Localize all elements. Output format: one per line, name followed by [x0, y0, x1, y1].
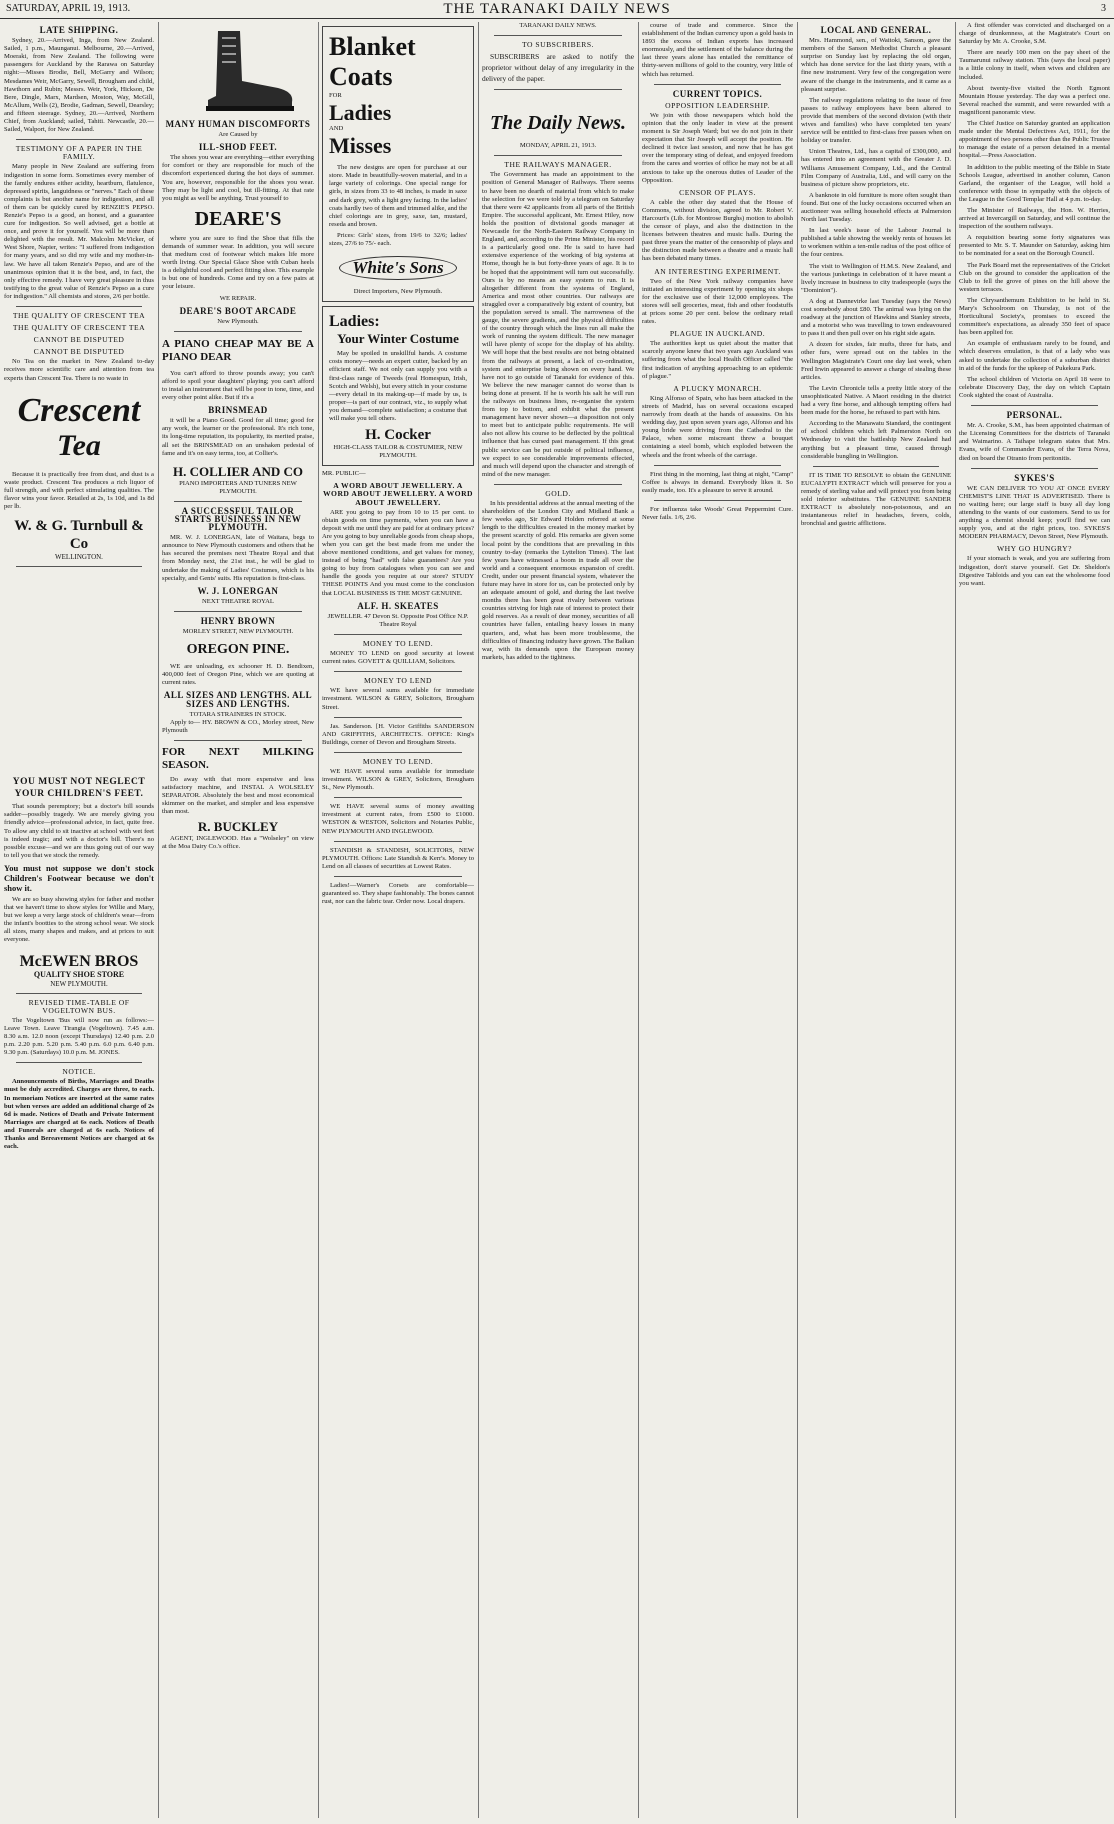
column-rule [158, 22, 159, 1818]
skeates-sub: JEWELLER. 47 Devon St. Opposite Post Office N.P. Theatre Royal [327, 612, 469, 628]
subscribers-heading: TO SUBSCRIBERS. [522, 40, 594, 50]
sykes-heading: SYKES'S [1014, 472, 1055, 483]
blanket-coats-prices: Prices: Girls' sizes, from 19/6 to 32/6; ladies' sizes, 27/6 to 75/- each. [329, 231, 467, 248]
railways-heading: THE RAILWAYS MANAGER. [504, 160, 612, 170]
buckley-text: AGENT, INGLEWOOD. Has a "Wolseley" on view at the Moa Dairy Co.'s office. [162, 835, 314, 851]
discomforts-text: The shoes you wear are everything—either everything for comfort or they are responsible for much of the discomfort experienced during the hot days of summer. You are, however, responsible for the shoes you wear. They may be light and cool, but ill-fitting. At that rate you might as well be anything. Trust yourself to [162, 154, 314, 202]
ladies-heading: Ladies: [329, 313, 380, 331]
milking-text: Do away with that more expensive and less satisfactory machine, and INSTAL A WOLSELEY SEPARATOR. Absolutely the best and most economical skimmer on the market, and simpler and less expensive than most. [162, 775, 314, 816]
crescent-logo: Crescent [17, 391, 141, 429]
hungry-text: If your stomach is weak, and you are suffering from indigestion, don't starve yourself. Get Dr. Sheldon's Digestive Tabloids and you can eat the wholesome food you want. [959, 555, 1110, 587]
mcewen-logo: McEWEN BROS [19, 953, 139, 971]
boot-arcade-city: New Plymouth. [217, 317, 259, 325]
labour-journal-text: In last week's issue of the Labour Journal is published a table showing the weekly rents of houses let to workmen within a ten-mile radius of the post office of the four centres. [801, 227, 951, 259]
blanket-coats-text: The new designs are open for purchase at our store. Made in beautifully-woven material, and in a large variety of colorings. One special range for girls, in sizes from 33 to 48 inches, is made in saxe and dark grey, with a light grey facing. In the ladies' coats hardly two of them and trimmed alike, and the chief colorings are in grey, saxe, tan, mustard, reseda and brown. [329, 164, 467, 228]
tdn-label: TARANAKI DAILY NEWS. [519, 22, 597, 29]
hammond-text: Mrs. Hammond, sen., of Waitoki, Sanson, gave the members of the Sanson Methodist Church a pleasant surprise on Sunday last by replacing the old organ, which has done service for the last thirty years, with a fine new instrument. Very few of the congregation were aware of the change in the instruments, and it came as a pleasant surprise. [801, 37, 951, 93]
minister-text: The Minister of Railways, the Hon. W. Herries, arrived at Invercargill on Saturday, and will continue the inspection of the southern railways. [959, 206, 1110, 231]
union-theatres-text: Union Theatres, Ltd., has a capital of £300,000, and has entered into an agreement with the Greater J. D. Williams Amusement Company, Ltd., and the Central Film Company of Australia, Ltd., and will carry on the business of picture show proprietors, etc. [801, 148, 951, 188]
busy-text: We are so busy showing styles for father and mother that we haven't time to show styles for Willie and Mary, but we keep a very large stock of children's wear—from the infant's bootties to the strong school wear. We stock all sizes, many shapes and makes, and at prices to suit everyone. [4, 895, 154, 944]
tea-disputed-heading: CANNOT BE DISPUTED [33, 347, 125, 357]
ladies-title: Ladies [329, 100, 392, 126]
testimony-text: Many people in New Zealand are suffering from indigestion in some form. Sometimes every member of the family endures either acidity, heartburn, flatulence, depressed spirits, languidness or "nerves." Each of these complaints is but another name for indigestion, and all of them can be quickly cured by RENZIE'S PEPSO. Renzie's Pepso is a good, an honest, and a guarantee cure for indigestion. So well advised, get a bottle at once, and prove it for yourself. You will be more than delighted with the result. Mr. Malcolm McVicker, of West Shore, Napier, writes: "I suffered from indigestion for many years, and so did my wife and my mother-in-law. We have all taken Renzie's Pepso, and are of the unanimous opinion that it is the best, and, in fact, the only effective remedy. I have very great pleasure in thus testifying to the great value of Renzie's Pepso as a cure for indigestion." All chemists and stores, 2/6 per bottle. [4, 163, 154, 300]
tea-logo: Tea [57, 428, 101, 462]
opposition-heading: OPPOSITION LEADERSHIP. [665, 100, 770, 110]
piano-heading: A PIANO CHEAP MAY BE A PIANO DEAR [162, 337, 314, 363]
tea-intro: No Tea on the market in New Zealand to-day receives more scientific care and attention from tea experts than Crescent Tea. There is no waste in [4, 358, 154, 382]
manawatu-text: According to the Manawatu Standard, the contingent of school children which left Palmerston North on Wednesday to visit the battleship New Zealand had anything but a pleasant time, caused through considerable bungling in Wellington. [801, 420, 951, 460]
deares-text: where you are sure to find the Shoe that fills the demands of summer wear. In addition, you will secure that medium cost of footwear which makes life more worth living. Our Special Glace Shoe with Cuban heels is a delightful cool and perfect fitting shoe. This example is but one of hundreds. Come and try on a few pairs at your leisure. [162, 234, 314, 291]
totara-line: TOTARA STRAINERS IN STOCK. [189, 710, 287, 718]
boot-illustration [178, 26, 298, 116]
plague-heading: PLAGUE IN AUCKLAND. [669, 329, 766, 339]
blanket-coats-ad [322, 26, 474, 302]
discomforts-heading: MANY HUMAN DISCOMFORTS [165, 119, 311, 129]
cocker-logo: H. Cocker [365, 427, 431, 444]
sykes-text: WE CAN DELIVER TO YOU AT ONCE EVERY CHEMIST'S LINE THAT IS ADVERTISED. There is no waiting here; our large staff is busy all day long attending to the wants of our customers. Send to us for anything a chemist should keep; you'll find we can supply you, and at the right prices, too. SYKES'S MODERN PHARMACY, Devon Street, New Plymouth. [959, 484, 1110, 541]
oregon-text: WE are unloading, ex schooner H. D. Bendixen, 400,000 feet of Oregon Pine, which we are quoting at current rates. [162, 663, 314, 687]
collier-sub: PIANO IMPORTERS AND TUNERS NEW PLYMOUTH. [179, 479, 297, 495]
shipping-text: Sydney, 20.—Arrived, Inga, from New Zealand. Sailed, 1 p.m., Maunganui. Melbourne, 20.—Arrived, Moeraki, from New Zealand. The following were passengers for Auckland by the Rarawa on Saturday night:—Misses Brodie, Bell, McGarry and Wilson; Mesdames Weir, McGarry, Sewell, Brougham and child, Hawthorn and Rubin; Messrs. Weir, York, Hickson, De Bere, Dingle, Marx, Mardsen, Moston, Way, McGill, McAllum, Wells (2), Brodie, Gadman, Sewell, Dearsley; and fifteen steerage. Sydney, 20.—Arrived, Northern Chief, from Auckland; sailed, Tahiti. Newcastle, 20.—Sailed, Walport, for New Zealand. [4, 37, 154, 134]
levin-text: The Levin Chronicle tells a pretty little story of the unsophisticated Native. A Maori residing in the district had a very fine horse, and although tempting offers had been made for the horse, he refused to part with him. [801, 384, 951, 417]
opposition-text: We join with those newspapers which hold the opinion that the only leader in view at the present moment is Sir Joseph Ward; but we do not join in their expectation that Sir Joseph will accept the position. He declined it twice last session, and now that he has got over the temporary sting of defeat, and enjoyed freedom from the cares and worries of office he may not be at all anxious to take up the onerous duties of Leader of the Opposition. [642, 111, 793, 184]
oregon-heading: OREGON PINE. [186, 642, 290, 658]
tea-quality-heading: THE QUALITY OF CRESCENT TEA [12, 311, 146, 320]
local-general-heading: LOCAL AND GENERAL. [820, 25, 932, 35]
deares-logo: DEARE'S [194, 207, 282, 230]
we-repair: WE REPAIR. [219, 294, 257, 302]
milking-heading: FOR NEXT MILKING SEASON. [162, 745, 314, 771]
lonergan-sub: NEXT THEATRE ROYAL [202, 597, 274, 605]
column-rule [478, 22, 479, 1818]
editorial-date: MONDAY, APRIL 21, 1913. [519, 142, 597, 150]
newspaper-title: THE TARANAKI DAILY NEWS [443, 1, 671, 17]
apply-text: Apply to— HY. BROWN & CO., Morley street, New Plymouth [162, 718, 314, 734]
personal-heading: PERSONAL. [1006, 410, 1063, 421]
column-1 [4, 22, 154, 1818]
money-text-2: WE have several sums available for immediate investment. WILSON & GREY, Solicitors, Brougham Street. [322, 687, 474, 711]
for-word: FOR [329, 92, 342, 99]
bible-text: In addition to the public meeting of the Bible in State Schools League, advertised in another column, Canon Garland, the organiser of the League, will hold a conference with those in sympathy with the objects of the League in the Good Templar Hall at 4 p.m. to-day. [959, 163, 1110, 203]
shipping-heading: LATE SHIPPING. [39, 25, 119, 35]
tea-disputed-heading: CANNOT BE DISPUTED [33, 335, 125, 345]
misses-title: Misses [329, 133, 392, 159]
boot-arcade: DEARE'S BOOT ARCADE [179, 305, 297, 316]
daily-news-title: The Daily News. [489, 112, 627, 135]
henry-brown-sub: MORLEY STREET, NEW PLYMOUTH. [182, 628, 294, 636]
mcewen-sub: QUALITY SHOE STORE [33, 970, 125, 980]
censor-text: A cable the other day stated that the House of Commons, without division, agreed to Mr. Robert V. Harcourt's (Lib. for Montrose Burghs) motion to abolish the censor of plays, and also the distinction in the licenses between theatres and music halls. During the past three years the matter of the censorship of plays and the distinction made between a theatre and a music hall has been debated many times. [642, 198, 793, 263]
winter-costume-text: May be spoiled in unskillful hands. A costume costs money—needs an expert cutter, backed by an efficient staff. We not only can supply you with a first-class range of Tweeds (real Homespun, Irish, Scotch and Welsh), but every stitch in your costume—every detail in its making-up—if made by us, is proper—is part of our contract, viz., to supply what you demand—complete satisfaction; a costume that will make you tell others. [329, 350, 467, 422]
mail-text: There are nearly 100 men on the pay sheet of the Taumarunui railway station. This (says the local paper) is a little colony in itself, when wives and children are included. [959, 49, 1110, 81]
neglect-heading: YOU MUST NOT NEGLECT YOUR CHILDREN'S FEET. [12, 777, 146, 800]
notice-heading: NOTICE. [62, 1067, 96, 1077]
censor-heading: CENSOR OF PLAYS. [679, 187, 756, 197]
buckley-logo: R. BUCKLEY [197, 819, 279, 835]
column-rule [797, 22, 798, 1818]
jewellery-text: ARE you going to pay from 10 to 15 per cent. to obtain goods on time payments, when you can have a deposit with me until they are paid for at ordinary prices? Are you going to buy unreliable goods from cheap shops, when you can get the best made from me under the above mentioned conditions, and get values for money, instead of being "had" with false guarantees? Are you going to buy from catalogues when you can see and handle the goods you require at our store? STUDY THESE POINTS And you must come to the conclusion that LOCAL BUSINESS IS THE MOST GENUINE. [322, 508, 474, 597]
weston-ad: WE HAVE several sums of money awaiting investment at current rates, from £500 to £1000. WESTON & WESTON, Solicitors and Notaries Public, NEW PLYMOUTH AND INGLEWOOD. [322, 803, 474, 835]
eucalypti-ad: IT IS TIME TO RESOLVE to obtain the GENUINE EUCALYPTI EXTRACT which will preserve for you a remedy of sterling value and will protect you from being sold inferior substitutes. The GENUINE SANDER EXTRACT is absolutely non-poisonous, and an instantaneous relief in headaches, fevers, colds, bronchial and gastric afflictions. [801, 471, 951, 528]
collier-logo: H. COLLIER AND CO [172, 463, 304, 479]
notice-text: Announcements of Births, Marriages and Deaths must be duly accredited. Charges are three, to each. In memoriam Notices are inserted at the same rates but when verses are added an additional charge of 2s 6d is made. Notices of Death and Private Interment Marriages are charged at 6s each. Notices of Death and Funerals are charged at 6s each. Notices of Thanks and Bereavement Notices are charged at 6s each. [4, 1078, 154, 1151]
column-6 [801, 22, 951, 1818]
not-suppose: You must not suppose we don't stock Children's Footwear because we don't show it. [4, 862, 154, 893]
public-heading: MR. PUBLIC— [322, 470, 366, 478]
column-3 [322, 22, 474, 1818]
column-4 [482, 22, 634, 1818]
turnbull-logo: W. & G. Turnbull & Co [14, 518, 144, 553]
money-heading-3: MONEY TO LEND. [362, 756, 434, 766]
chrysanthemum-text: The Chrysanthemum Exhibition to be held in St. Mary's Schoolroom on Thursday, is not of the Horticultural Society's, promises to exceed the committee's expectations, as already 350 feet of space has been applied for. [959, 296, 1110, 337]
railways-text: The Government has made an appointment to the position of General Manager of Railways. There seems to have been no dearth of material from which to make the selection for we were told by a telegram on Saturday that there were 42 applicants from all parts of the British Empire. The successful applicant, Mr. Ernest Hiley, now holds the position of divisional goods manager at Newcastle for the North-Eastern Railway Company in England, and, according to the Prime Minister, his record is a particularly good one. He is said to have had extensive experience of the working of big systems at Home, though he is but forty-three years of age. It is to be hoped that the appointment will turn out successfully. Ours is by no means an easy system to run. It is altogether different from the systems of England, America and most other countries. Our railways are straggled over a comparatively big extent of country, but the population served is small. The narrowness of the gauge, the severe gradients, and the physical difficulties of the country through which the lines run all make the work of running the system difficult. The new manager will have plenty of scope for the display of his ability. We will hope that the best results are not being obtained from the railways at present, a lack of co-ordination, system and enterprise being shown on every hand. We have not to go outside of Taranaki for evidence of this. We believe the new manager cannot do worse than is being done at present. If he is worth his salt he will run the railways on business lines, re-organise the system from top to bottom, and exhibit what the present management have never shown—a disposition not only to meet but to anticipate public requirements. He will also not allow his course to be deflected by the political influence that has cursed past management. If this great public service can be put outside of political influence, we expect to see considerable improvements effected, and much will depend upon the character and strength of mind of the new manager. [482, 171, 634, 478]
page-number: 3 [1101, 3, 1106, 14]
gold-text: In his presidential address at the annual meeting of the shareholders of the London City and Midland Bank a few weeks ago, Sir Edward Holden referred at some length to the difficulties created in the money market by the present scarcity of gold. His remarks are given some local point by the conditions that are prevailing in this country to-day (remarks the Lyttelton Times). The last few years have witnessed a boom in trade all over the world and a consequent enormous expansion of credit. Credit, under our present financial system, whatever the future may have in store for us, can be protected only by an adequate amount of gold, and during the last twelve months there has been great rivalry between various countries striving for high rate of interest to protect their gold reserves. As a result of dear money, securities of all countries have fallen, entailing heavy losses in many quarters, and, what has been more troublesome, the difficulties of financing industry have grown. The Balkan war, with its demands upon the European money markets, has added to the tightness. [482, 500, 634, 661]
mcewen-city: NEW PLYMOUTH. [50, 979, 108, 988]
offender-text: A first offender was convicted and discharged on a charge of drunkenness, at the Magistrate's Court on Saturday by Mr. A. Crooke, S.M. [959, 22, 1110, 46]
mountain-text: About twenty-five visited the North Egmont Mountain House yesterday. The day was a perfect one. Several reached the summit, and were rewarded with a magnificent panoramic view. [959, 84, 1110, 116]
tailor-heading: A SUCCESSFUL TAILOR STARTS BUSINESS IN NEW PLYMOUTH. [174, 505, 302, 533]
blanket-coats-title: Blanket Coats [329, 32, 416, 91]
henry-brown: HENRY BROWN [200, 615, 276, 626]
column-5 [642, 22, 793, 1818]
experiment-heading: AN INTERESTING EXPERIMENT. [654, 266, 781, 276]
brinsmead-text: it will be a Piano Good. Good for all time; good for any work, the learner or the professional. It's rich tone, its long-time reputation, its popularity, its merited praise, all set the BRINSMEAD on an unshaken pedestal of fame and it's on easy terms, too, at Collier's. [162, 417, 314, 457]
vendor-text: A dozen for sixdes, fair mufts, three fur hats, and other furs, were spread out on the tables in the Wellington Magistrate's Court one day last week, when Fred Irwin appeared to answer a charge of stealing these articles. [801, 341, 951, 381]
turnbull-city: WELLINGTON. [55, 553, 103, 562]
banknote-text: A banknote in old furniture is more often sought than found. But one of the lucky occasions occurred when an auctioneer was selling household effects at Palmerston North last Tuesday. [801, 191, 951, 224]
winter-costume-title: Your Winter Costume [337, 331, 459, 347]
issue-date: SATURDAY, APRIL 19, 1913. [6, 3, 131, 14]
railway-passes-text: The railway regulations relating to the issue of free passes to railway employees have been altered to provide that members of the second division (with their wives and families) who have completed ten years' service will be entitled to first-class free passes when on holiday or transfer. [801, 96, 951, 145]
winter-costume-ad [322, 306, 474, 466]
testimony-heading: TESTIMONY OF A PAPER IN THE FAMILY. [15, 144, 143, 162]
column-rule [955, 22, 956, 1818]
bus-heading: REVISED TIME-TABLE OF VOGELTOWN BUS. [28, 997, 130, 1015]
money-heading-2: MONEY TO LEND [364, 676, 432, 686]
camp-coffee: First thing in the morning, last thing at night, "Camp" Coffee is always in demand. Everybody likes it. So easily made, too. It's a pleasure to serve it around. [642, 470, 793, 494]
park-text: The Park Board met the representatives of the Cricket Club on the ground to consider the application of the Club to fell the grove of pines on the hill above the western terraces. [959, 261, 1110, 293]
requisition-text: A requisition bearing some forty signatures was presented to Mr. S. T. Maunder on Saturday, asking him to be nominated for a seat on the Borough Council. [959, 234, 1110, 258]
experiment-text: Two of the New York railway companies have initiated an interesting experiment by opening six shops for the exclusive use of their 12,000 employees. The stores will sell groceries, meat, fish and other foodstuffs at prices some 20 per cent. below the ordinary retail rates. [642, 277, 793, 326]
column-rule [638, 22, 639, 1818]
current-topics-heading: CURRENT TOPICS. [672, 88, 763, 99]
hms-visit-text: The visit to Wellington of H.M.S. New Zealand, and the various junketings in celebration of it have meant a lively increase in business to city tradespeople (says the "Dominion"). [801, 262, 951, 294]
personal-text: Mr. A. Crooke, S.M., has been appointed chairman of the Licensing Committees for the districts of Taranaki and Waimarino. A Taihape telegram states that Mrs. Evans, wife of Commander Evans, of the Terra Nova, died on board the Otranto from peritonitis. [959, 422, 1110, 462]
gold-heading: GOLD. [545, 488, 571, 498]
standish-ad: STANDISH & STANDISH, SOLICITORS, NEW PLYMOUTH. Offices: Late Standish & Kerr's. Money to Lend on all classes of securities at Lowest Rates. [322, 846, 474, 870]
example-text: An example of enthusiasm rarely to be found, and which deserves emulation, is that of a lady who was asked to undertake the collection of a suburban district in aid of the funds for the upkeep of Pukekura Park. [959, 340, 1110, 372]
tea-quality-heading: THE QUALITY OF CRESCENT TEA [12, 323, 146, 333]
sanderson-ad: Jas. Sanderson. [H. Victor Griffiths SANDERSON AND GRIFFITHS, ARCHITECTS. OFFICE: King's Buildings, corner of Devon and Brougham Streets. [322, 722, 474, 746]
discovery-day-text: The school children of Victoria on April 18 were to celebrate Discovery Day, the day on which Captain Cook sighted the coast of Australia. [959, 375, 1110, 399]
hungry-heading: WHY GO HUNGRY? [996, 544, 1073, 554]
ill-shod-heading: ILL-SHOD FEET. [198, 142, 278, 153]
whites-logo: White's Sons [339, 256, 457, 280]
tea-text: Because it is practically free from dust, and dust is a waste product. Crescent Tea produces a rich liquor of full strength, and with perfect stimulating qualities. The flavor wins your favor. Retailed at 2s, 1s 10d, and 1s 8d per lb. [4, 470, 154, 511]
and-word: AND [329, 125, 344, 133]
piano-text: You can't afford to throw pounds away; you can't afford to spoil your daughters' playing; you can't afford to instal an instrument that will be poor in tone, time, and every other point alike. But if it's a [162, 369, 314, 402]
lonergan-name: W. J. LONERGAN [197, 585, 279, 596]
money-text-1: MONEY TO LEND on good security at lowest current rates. GOVETT & QUILLIAM, Solicitors. [322, 650, 474, 666]
influenza-ad: For influenza take Woods' Great Peppermint Cure. Never fails. 1/6, 2/6. [642, 505, 793, 521]
column-2 [162, 22, 314, 1818]
bus-text: The Vogeltown 'Bus will now run as follows:— Leave Town. Leave Tirangia (Vogeltown). 7.45 a.m. 8.30 a.m. 12.0 noon (except Thursdays) 12.40 p.m. 2.0 p.m. 2.20 p.m. 5.20 p.m. 5.40 p.m. 6.0 p.m. 6.40 p.m. 9.30 p.m. (Saturdays) 10.0 p.m. M. JONES. [4, 1016, 154, 1057]
cocker-sub: HIGH-CLASS TAILOR & COSTUMIER, NEW PLYMOUTH. [333, 444, 463, 460]
money-heading-1: MONEY TO LEND. [362, 638, 434, 648]
masthead [0, 0, 1114, 19]
jewellery-heading: A WORD ABOUT JEWELLERY. A WORD ABOUT JEWELLERY. A WORD ABOUT JEWELLERY. [322, 481, 474, 507]
discomforts-sub: Are Caused by [218, 131, 258, 139]
monarch-heading: A PLUCKY MONARCH. [673, 383, 762, 393]
skeates-name: ALF. H. SKEATES [357, 600, 439, 611]
money-text-3: WE HAVE several sums available for immediate investment. WILSON & GREY, Solicitors, Brougham St., New Plymouth. [322, 767, 474, 792]
corsets-ad: Ladies!—Warner's Corsets are comfortable—guaranteed so. They shape fashionably. The bones cannot rust, nor can the fabric tear. Order now. Local drapers. [322, 881, 474, 906]
subscribers-text: SUBSCRIBERS are asked to notify the proprietor without delay of any irregularity in the delivery of the paper. [482, 52, 634, 84]
gold-continued: course of trade and commerce. Since the establishment of the Indian currency upon a gold basis in 1893 the excess of Indian exports has increased enormously, and the settlement of the balance during the last three years alone has entailed the remittance of thirty-seven millions of gold to the country, very little of which has returned. [642, 22, 793, 78]
dog-text: A dog at Dannevirke last Tuesday (says the News) cost somebody about £80. The animal was lying on the roadway at the junction of Hawkins and Stanley streets, and a motorist who was travelling to town endeavoured to pass it and then pull over on his right side again. [801, 297, 951, 338]
column-rule [318, 22, 319, 1818]
tailor-text: MR. W. J. LONERGAN, late of Waitara, begs to announce to New Plymouth customers and others that he has secured the premises next Theatre Royal and that from Monday next, the 21st inst., he will be glad to undertake the making of Ladies' Costumes, which is his specialty, and Gents' suits. His reputation is first-class. [162, 534, 314, 582]
sizes-heading: ALL SIZES AND LENGTHS. ALL SIZES AND LENGTHS. [163, 690, 313, 709]
brinsmead-heading: BRINSMEAD [208, 405, 268, 416]
whites-importers: Direct Importers, New Plymouth. [353, 288, 443, 296]
justice-text: The Chief Justice on Saturday granted an application made under the Mental Defectives Act, 1911, for the appointment of two persons other than the Public Trustee to manage the estate of a person detained in a mental hospital.—Press Association. [959, 120, 1110, 160]
plague-text: The authorities kept us quiet about the matter that scarcely anyone knew that two years ago Auckland was suffering from what the local Health Officer called "the first indication of anything approaching to an epidemic of plague." [642, 340, 793, 380]
column-7 [959, 22, 1110, 1818]
monarch-text: King Alfonso of Spain, who has been attacked in the streets of Madrid, has on several occasions escaped narrowly from death at the hands of assassins. On his wedding day, just upon seven years ago, Alfonso and his young bride were driving from the Cathedral to the Palace, when some miscreant threw a bouquet containing a steel bomb, which exploded between the wheels and the front wheels of the carriage. [642, 394, 793, 459]
neglect-text: That sounds peremptory; but a doctor's bill sounds sadder—possibly tragedy. We are merely giving you friendly advice—professional advice, in fact, quite free. To allow any child to sit inactive at school with wet feet is indeed tragic; and with a doctor's bill. There's no possible excuse—and we are thus going out of our way to tell you that we stock the remedy. [4, 803, 154, 859]
